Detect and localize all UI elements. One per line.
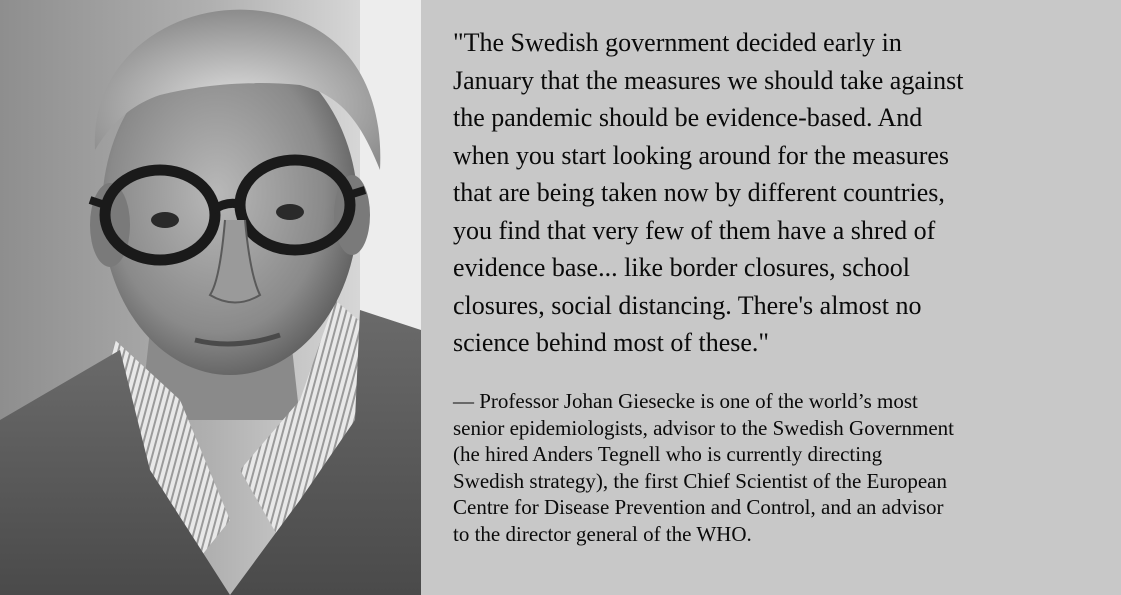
portrait-photo [0, 0, 421, 595]
portrait-illustration [0, 0, 421, 595]
attribution-text: — Professor Johan Giesecke is one of the world’s most senior epidemiologists, advisor to the Swedish Government (he hired Anders Tegnell who is currently directing Swedish strategy), the first Chief Scientist of the European Centre for Disease Prevention and Control, and an advisor to the director general of the WHO. [453, 389, 955, 546]
quote-text: "The Swedish government decided early in January that the measures we should take against the pandemic should be evidence-based. And when you start looking around for the measures that are being taken now by different countries, you find that very few of them have a shred of evidence base... like border closures, school closures, social distancing. There's almost no science behind most of these." [453, 28, 964, 357]
quote-panel [421, 0, 1121, 595]
